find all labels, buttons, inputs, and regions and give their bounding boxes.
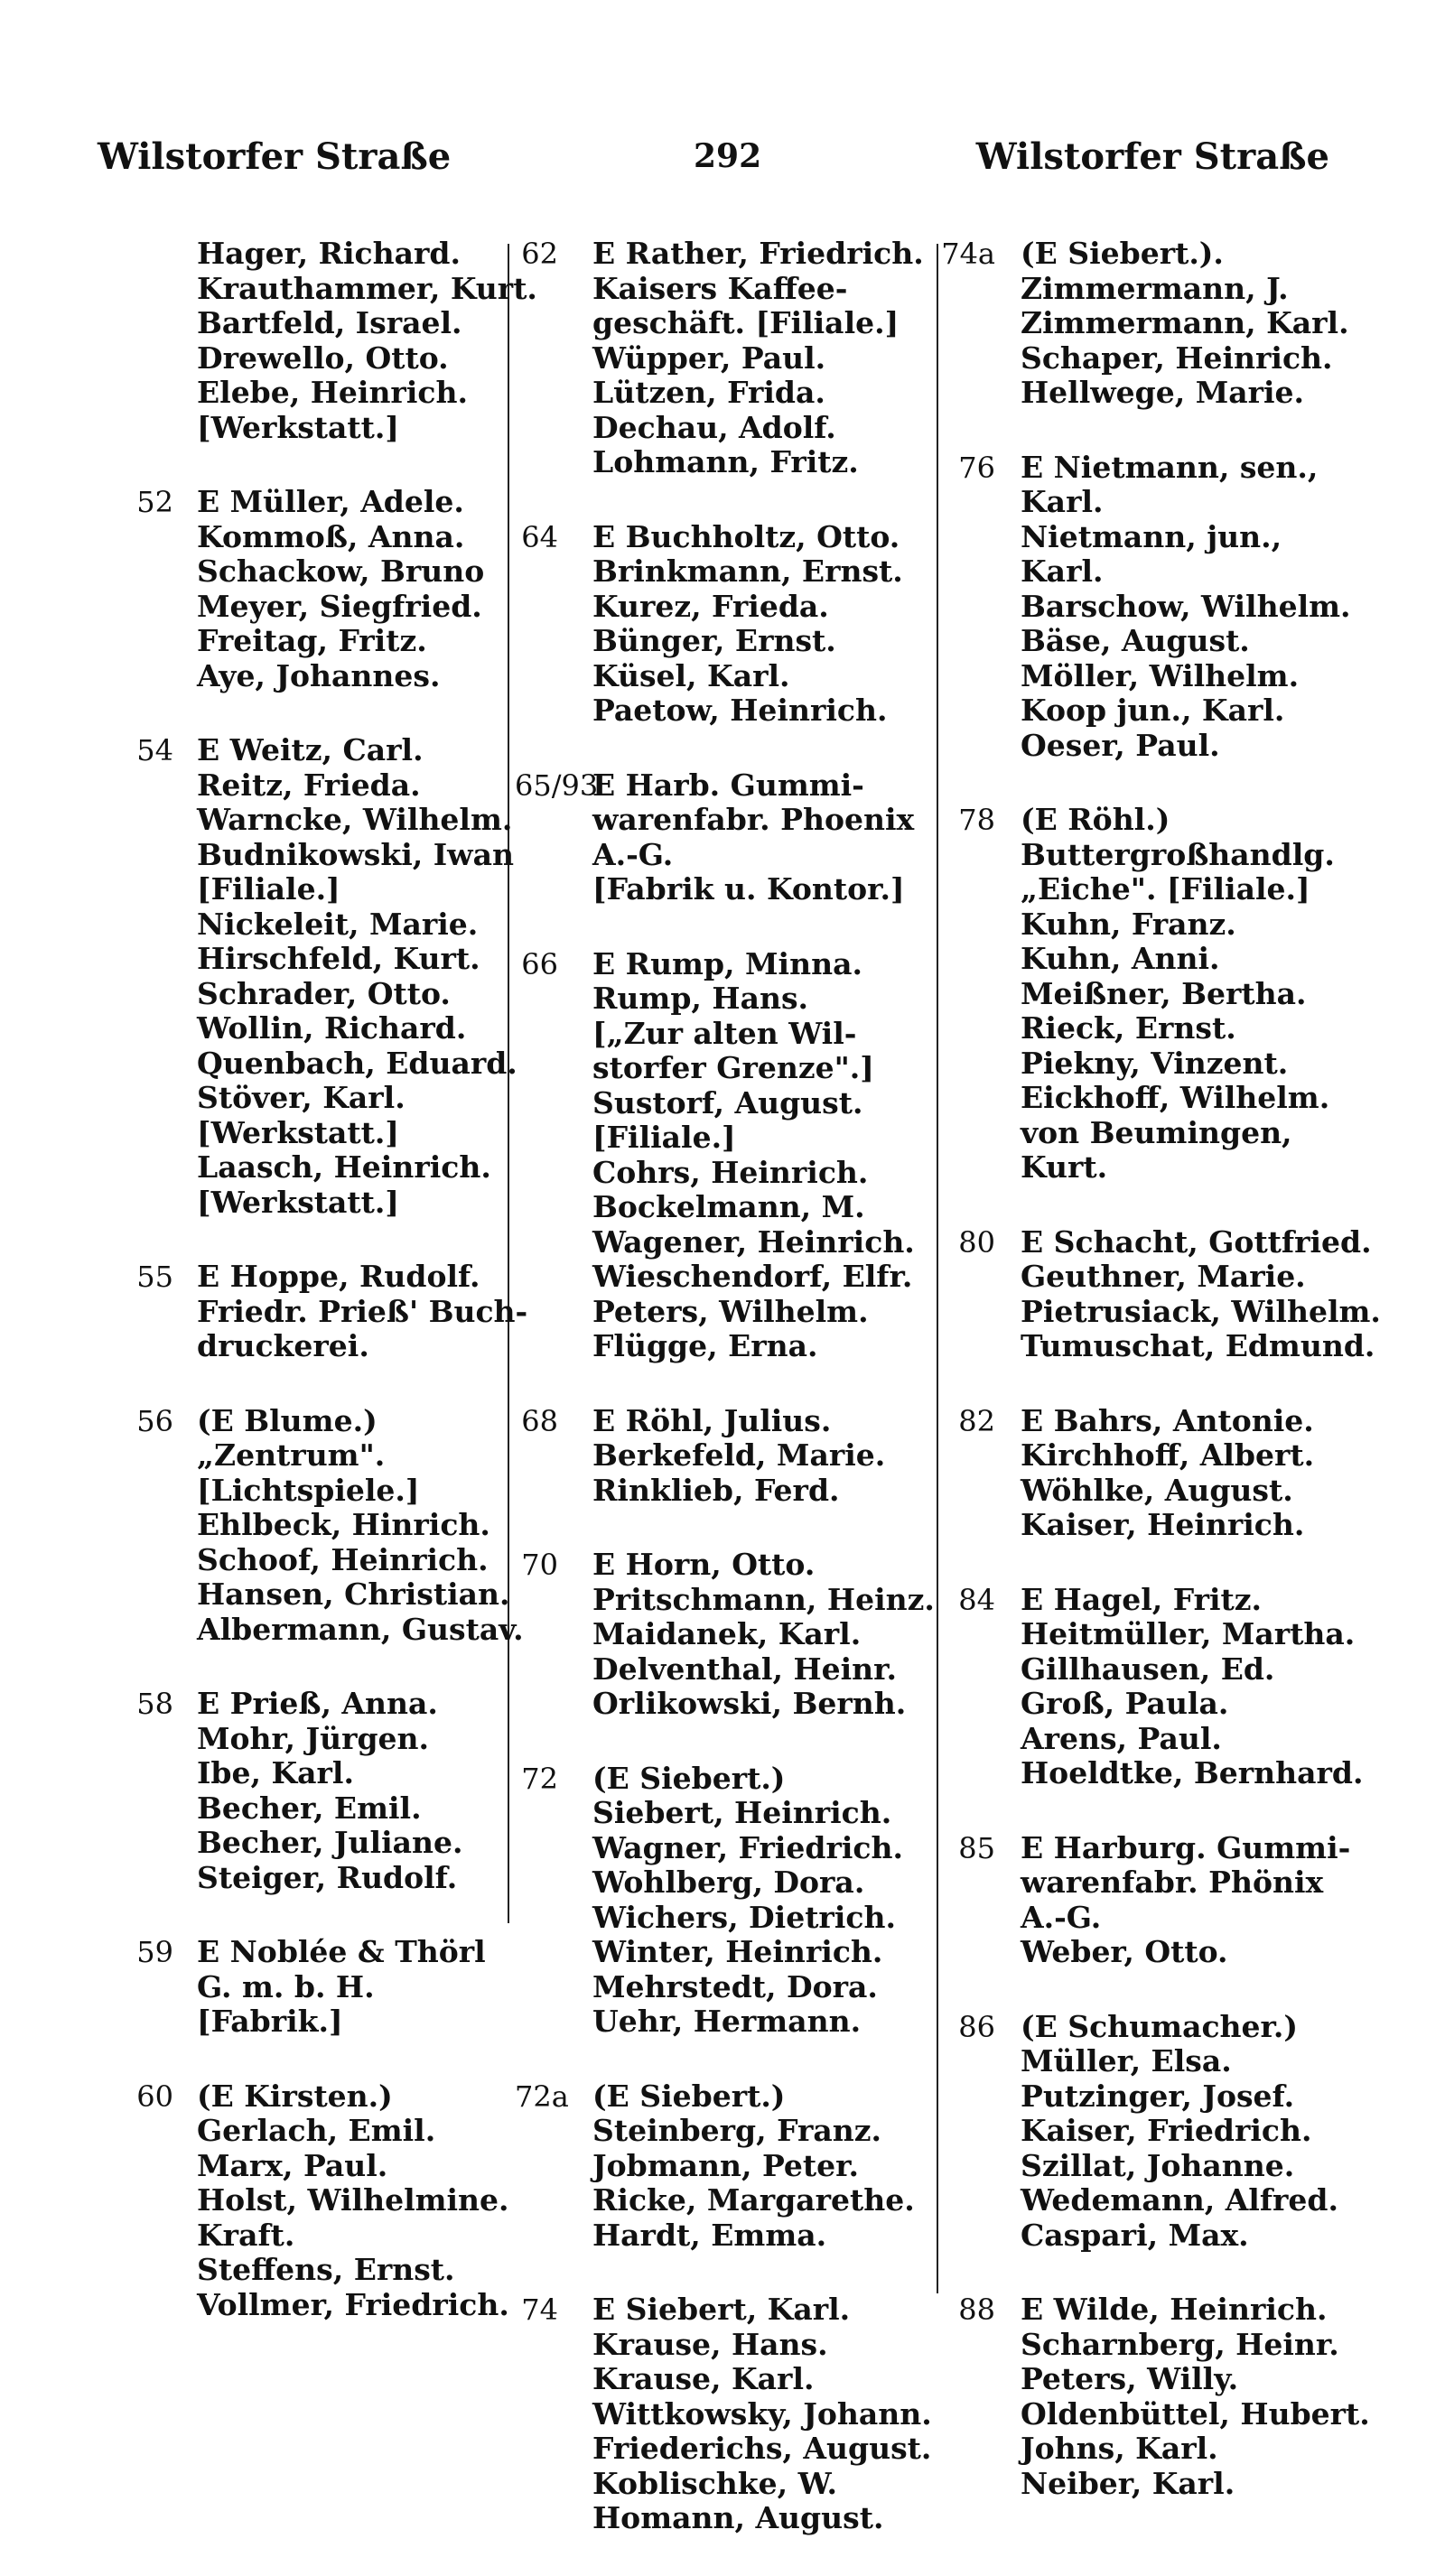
resident-line: Wüpper, Paul. [592, 339, 826, 376]
house-number: 55 [136, 1260, 173, 1294]
resident-line-first: (E Siebert.) [592, 1760, 786, 1796]
house-number: 78 [958, 803, 995, 837]
resident-line: Homann, August. [592, 2500, 884, 2535]
resident-line: storfer Grenze".] [592, 1050, 874, 1085]
resident-line-first: E Wilde, Heinrich. [1021, 2292, 1328, 2327]
resident-line: warenfabr. Phoenix [592, 802, 915, 837]
resident-line: Stöver, Karl. [197, 1080, 406, 1115]
resident-line-first: E Hoppe, Rudolf. [197, 1259, 480, 1294]
resident-line: Szillat, Johanne. [1021, 2147, 1295, 2183]
address-entry [930, 451, 1373, 764]
resident-line-first: Hager, Richard. [197, 236, 461, 271]
running-head-right: Wilstorfer Straße [975, 135, 1329, 178]
resident-line: Bäse, August. [1021, 623, 1250, 658]
resident-line: Müller, Elsa. [1021, 2043, 1232, 2078]
resident-line: Delventhal, Heinr. [592, 1651, 897, 1687]
house-number: 66 [521, 946, 558, 981]
resident-line: Tumuschat, Edmund. [1021, 1328, 1375, 1363]
resident-line: druckerei. [197, 1328, 369, 1363]
resident-line: Wittkowsky, Johann. [592, 2395, 932, 2432]
house-number: 86 [958, 2009, 995, 2044]
resident-line: Bockelmann, M. [592, 1189, 865, 1224]
resident-line: Putzinger, Josef. [1021, 2078, 1295, 2114]
resident-line: [Werkstatt.] [197, 1184, 400, 1220]
resident-line: Rieck, Ernst. [1021, 1010, 1236, 1046]
address-entry [90, 733, 533, 1220]
resident-line-first: E Müller, Adele. [197, 484, 464, 519]
resident-line: Becher, Emil. [197, 1790, 422, 1826]
address-entry [515, 1762, 966, 2040]
house-number: 54 [136, 733, 173, 767]
resident-line: Schackow, Bruno [197, 553, 485, 589]
resident-line: Bünger, Ernst. [592, 623, 836, 658]
resident-line: Freitag, Fritz. [197, 623, 427, 658]
resident-line: [Fabrik u. Kontor.] [592, 871, 905, 907]
address-entry [515, 1548, 966, 1722]
resident-line: Elebe, Heinrich. [197, 375, 468, 410]
house-number: 72a [515, 2078, 569, 2114]
resident-line-first: (E Röhl.) [1021, 802, 1170, 837]
resident-line-first: E Röhl, Julius. [592, 1402, 832, 1438]
house-number: 76 [958, 450, 995, 485]
address-entry [515, 237, 966, 480]
resident-line: Karl. [1021, 484, 1104, 519]
address-entry [515, 520, 966, 729]
address-entry [515, 768, 966, 907]
resident-line-first: E Prieß, Anna. [197, 1686, 438, 1721]
page-number: 292 [694, 137, 762, 175]
resident-line: Siebert, Heinrich. [592, 1795, 892, 1830]
resident-line-first: E Bahrs, Antonie. [1021, 1402, 1314, 1438]
resident-line: Piekny, Vinzent. [1021, 1045, 1289, 1081]
house-number: 88 [958, 2292, 995, 2327]
house-number: 56 [136, 1403, 173, 1438]
resident-line: Küsel, Karl. [592, 657, 790, 693]
resident-line-first: (E Siebert.). [1021, 236, 1224, 271]
resident-line: Kaiser, Heinrich. [1021, 1507, 1305, 1542]
resident-line: Zimmermann, Karl. [1021, 305, 1349, 340]
resident-line-first: E Noblée & Thörl [197, 1934, 486, 1969]
address-entry [930, 1223, 1381, 1364]
house-number: 52 [136, 485, 173, 519]
resident-line: Nietmann, jun., [1021, 518, 1282, 554]
resident-line: Lützen, Frida. [592, 375, 825, 410]
resident-line: Buttergroßhandlg. [1021, 836, 1335, 872]
column-3 [930, 236, 1381, 2541]
resident-line: Warncke, Wilhelm. [197, 802, 513, 837]
resident-line: Zimmermann, J. [1021, 270, 1289, 306]
resident-line: Kaisers Kaffee- [592, 270, 848, 306]
resident-line: Heitmüller, Martha. [1021, 1616, 1356, 1651]
resident-line: geschäft. [Filiale.] [592, 305, 900, 340]
resident-line: A.-G. [592, 836, 674, 872]
address-entry [515, 1404, 966, 1509]
resident-line: Steiger, Rudolf. [197, 1859, 458, 1895]
resident-line: Hirschfeld, Kurt. [197, 941, 480, 976]
resident-line: Uehr, Hermann. [592, 2004, 862, 2039]
resident-line-first: (E Siebert.) [592, 2078, 786, 2114]
resident-line-first: E Weitz, Carl. [197, 732, 424, 767]
house-number: 80 [958, 1224, 995, 1260]
resident-line: Johns, Karl. [1021, 2431, 1218, 2466]
address-entry [90, 1404, 533, 1648]
address-entry [930, 2010, 1373, 2254]
resident-line: Karl. [1021, 553, 1104, 589]
resident-line: Meißner, Bertha. [1021, 975, 1307, 1011]
resident-line: Friederichs, August. [592, 2431, 932, 2466]
house-number: 64 [521, 519, 558, 554]
resident-line: Drewello, Otto. [197, 339, 449, 376]
house-number: 85 [958, 1830, 995, 1865]
resident-line-first: E Rather, Friedrich. [592, 236, 924, 271]
resident-line: Marx, Paul. [197, 2147, 388, 2183]
resident-line-first: E Buchholtz, Otto. [592, 518, 900, 554]
address-entry [515, 2292, 966, 2536]
resident-line: Steinberg, Franz. [592, 2113, 881, 2148]
resident-line: Lohmann, Fritz. [592, 444, 859, 479]
address-entry [930, 1583, 1373, 1791]
resident-line: [Werkstatt.] [197, 1114, 400, 1150]
resident-line: Budnikowski, Iwan [197, 836, 514, 872]
resident-line: G. m. b. H. [197, 1968, 375, 2004]
resident-line: Meyer, Siegfried. [197, 588, 482, 624]
resident-line: warenfabr. Phönix [1021, 1865, 1324, 1900]
resident-line: Arens, Paul. [1021, 1720, 1222, 1756]
resident-line: [Lichtspiele.] [197, 1472, 420, 1508]
resident-line-first: (E Schumacher.) [1021, 2008, 1299, 2044]
resident-line: [Fabrik.] [197, 2004, 343, 2039]
resident-line: Groß, Paula. [1021, 1686, 1229, 1721]
resident-line: Gerlach, Emil. [197, 2113, 436, 2148]
resident-line: Becher, Juliane. [197, 1825, 463, 1860]
resident-line: Kraft. [197, 2217, 295, 2253]
resident-line: Flügge, Erna. [592, 1328, 818, 1363]
house-number: 84 [958, 1582, 995, 1617]
resident-line: [„Zur alten Wil- [592, 1015, 857, 1051]
resident-line: Maidanek, Karl. [592, 1616, 862, 1651]
resident-line-first: E Nietmann, sen., [1021, 449, 1319, 485]
resident-line: Brinkmann, Ernst. [592, 553, 903, 589]
resident-line: Wichers, Dietrich. [592, 1899, 896, 1935]
resident-line: Wagner, Friedrich. [592, 1829, 903, 1865]
resident-line-first: E Siebert, Karl. [592, 2292, 851, 2327]
resident-line: Reitz, Frieda. [197, 767, 421, 803]
resident-line: Kurez, Frieda. [592, 588, 829, 624]
resident-line: Dechau, Adolf. [592, 409, 836, 445]
resident-line: Neiber, Karl. [1021, 2465, 1235, 2501]
resident-line: [Filiale.] [592, 1120, 736, 1155]
resident-line: Kommoß, Anna. [197, 518, 465, 554]
resident-line: Holst, Wilhelmine. [197, 2182, 509, 2218]
resident-line: Hansen, Christian. [197, 1576, 510, 1612]
house-number: 58 [136, 1687, 173, 1721]
house-number: 74a [941, 237, 995, 271]
house-number: 74 [521, 2292, 558, 2327]
resident-line: Rinklieb, Ferd. [592, 1472, 840, 1508]
resident-line: Koblischke, W. [592, 2465, 838, 2501]
resident-line: Oeser, Paul. [1021, 727, 1220, 763]
resident-line: Sustorf, August. [592, 1084, 863, 1121]
house-number: 62 [521, 237, 558, 271]
resident-line: Weber, Otto. [1021, 1934, 1228, 1969]
resident-line: Kurt. [1021, 1149, 1108, 1185]
resident-line-first: (E Kirsten.) [197, 2078, 393, 2114]
resident-line-first: E Schacht, Gottfried. [1021, 1223, 1372, 1260]
resident-line: Kuhn, Anni. [1021, 941, 1220, 976]
house-number: 65/93 [515, 767, 599, 803]
resident-line: Peters, Willy. [1021, 2361, 1239, 2396]
resident-line: Steffens, Ernst. [197, 2252, 455, 2287]
resident-line-first: E Rump, Minna. [592, 945, 862, 981]
resident-line: Schoof, Heinrich. [197, 1541, 489, 1577]
resident-line: Aye, Johannes. [197, 657, 441, 693]
resident-line: Pietrusiack, Wilhelm. [1021, 1293, 1381, 1329]
address-entry [930, 237, 1373, 411]
resident-line: Paetow, Heinrich. [592, 693, 888, 728]
resident-line: Möller, Wilhelm. [1021, 657, 1300, 693]
resident-line-first: (E Blume.) [197, 1402, 378, 1438]
resident-line: Kirchhoff, Albert. [1021, 1437, 1315, 1473]
resident-line: Jobmann, Peter. [592, 2147, 859, 2183]
resident-line: Hellwege, Marie. [1021, 375, 1305, 410]
column-1 [90, 236, 537, 2362]
resident-line: Hardt, Emma. [592, 2217, 827, 2253]
resident-line: Pritschmann, Heinz. [592, 1581, 935, 1617]
resident-line: Caspari, Max. [1021, 2217, 1249, 2253]
address-entry [930, 803, 1373, 1186]
resident-line: Ehlbeck, Hinrich. [197, 1507, 490, 1542]
resident-line: Bartfeld, Israel. [197, 305, 462, 340]
resident-line: Scharnberg, Heinr. [1021, 2326, 1339, 2362]
resident-line: „Zentrum". [197, 1437, 386, 1473]
house-number: 60 [136, 2078, 173, 2114]
resident-line: Barschow, Wilhelm. [1021, 588, 1351, 624]
resident-line: Krause, Hans. [592, 2326, 828, 2362]
resident-line: Wieschendorf, Elfr. [592, 1259, 913, 1294]
resident-line-first: E Harb. Gummi- [592, 767, 864, 803]
resident-line-first: E Hagel, Fritz. [1021, 1581, 1263, 1617]
resident-line: Schaper, Heinrich. [1021, 339, 1333, 376]
resident-line: Hoeldtke, Bernhard. [1021, 1755, 1364, 1790]
resident-line: Quenbach, Eduard. [197, 1045, 517, 1081]
resident-line: Wohlberg, Dora. [592, 1865, 865, 1900]
house-number: 72 [521, 1761, 558, 1796]
house-number: 68 [521, 1403, 558, 1438]
resident-line: Wedemann, Alfred. [1021, 2182, 1338, 2218]
resident-line: Ibe, Karl. [197, 1755, 354, 1790]
resident-line: Laasch, Heinrich. [197, 1149, 491, 1185]
resident-line: Nickeleit, Marie. [197, 906, 479, 942]
resident-line: Mohr, Jürgen. [197, 1720, 430, 1756]
address-entry [90, 1260, 533, 1364]
address-entry [515, 947, 966, 1364]
resident-line: Wöhlke, August. [1021, 1472, 1293, 1508]
resident-line: Kuhn, Franz. [1021, 906, 1236, 942]
address-entry [930, 2292, 1373, 2501]
resident-line: Eickhoff, Wilhelm. [1021, 1080, 1330, 1115]
resident-line: Rump, Hans. [592, 981, 809, 1016]
address-entry [930, 1404, 1373, 1543]
resident-line: Wagener, Heinrich. [592, 1223, 915, 1260]
address-entry [515, 2079, 966, 2254]
resident-line: Oldenbüttel, Hubert. [1021, 2395, 1370, 2432]
resident-line: Ricke, Margarethe. [592, 2182, 915, 2218]
resident-line: von Beumingen, [1021, 1114, 1292, 1150]
resident-line-first: E Horn, Otto. [592, 1547, 816, 1582]
address-entry [90, 485, 533, 693]
resident-line: Orlikowski, Bernh. [592, 1686, 907, 1721]
address-entry [90, 1687, 533, 1895]
resident-line: [Werkstatt.] [197, 409, 400, 445]
column-2 [515, 237, 966, 2576]
resident-line: Vollmer, Friedrich. [197, 2286, 509, 2322]
resident-line: Albermann, Gustav. [197, 1611, 524, 1647]
resident-line: Berkefeld, Marie. [592, 1437, 886, 1473]
resident-line: „Eiche". [Filiale.] [1021, 871, 1310, 907]
resident-line: Koop jun., Karl. [1021, 693, 1285, 728]
resident-line: Wollin, Richard. [197, 1010, 467, 1046]
address-entry [90, 236, 537, 445]
resident-line: [Filiale.] [197, 871, 340, 907]
house-number: 82 [958, 1403, 995, 1438]
resident-line-first: E Harburg. Gummi- [1021, 1829, 1351, 1865]
resident-line: A.-G. [1021, 1899, 1102, 1935]
address-entry [90, 1935, 533, 2040]
house-number: 59 [136, 1935, 173, 1969]
resident-line: Gillhausen, Ed. [1021, 1651, 1275, 1687]
resident-line: Krauthammer, Kurt. [197, 270, 537, 306]
resident-line: Cohrs, Heinrich. [592, 1154, 869, 1190]
resident-line: Peters, Wilhelm. [592, 1293, 869, 1329]
resident-line: Geuthner, Marie. [1021, 1259, 1306, 1294]
resident-line: Mehrstedt, Dora. [592, 1968, 878, 2004]
resident-line: Friedr. Prieß' Buch- [197, 1293, 528, 1329]
resident-line: Schrader, Otto. [197, 975, 451, 1011]
address-entry [90, 2079, 533, 2323]
address-entry [930, 1831, 1373, 1970]
resident-line: Kaiser, Friedrich. [1021, 2113, 1312, 2148]
resident-line: Krause, Karl. [592, 2361, 815, 2396]
resident-line: Winter, Heinrich. [592, 1934, 883, 1969]
running-head-left: Wilstorfer Straße [98, 135, 452, 178]
house-number: 70 [521, 1548, 558, 1582]
